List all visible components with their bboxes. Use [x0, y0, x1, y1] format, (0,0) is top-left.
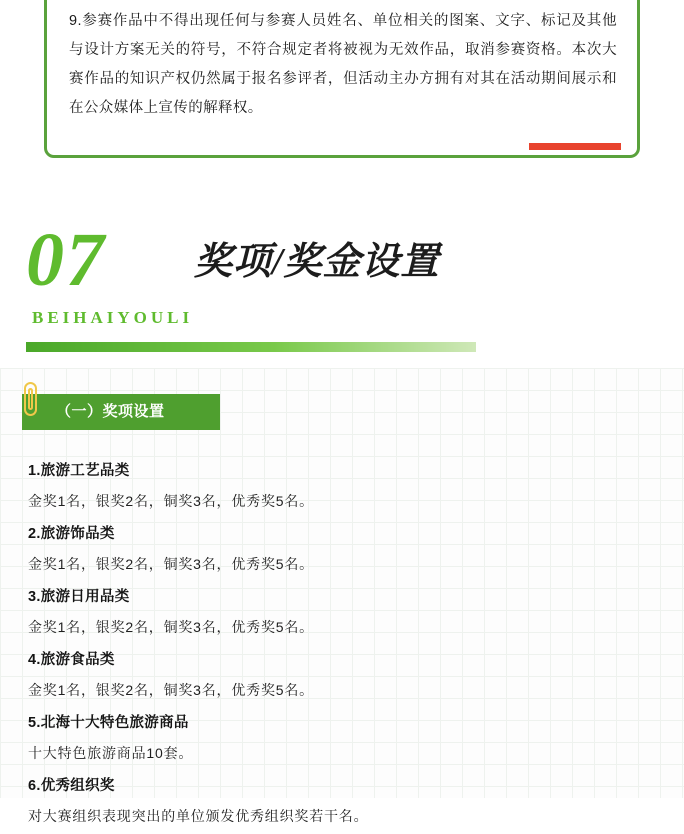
award-category-detail: 金奖1名，银奖2名，铜奖3名，优秀奖5名。 — [28, 556, 314, 572]
list-item — [28, 519, 648, 579]
list-item — [28, 456, 648, 516]
award-category-detail: 金奖1名，银奖2名，铜奖3名，优秀奖5名。 — [28, 619, 314, 635]
list-item — [28, 645, 648, 705]
awards-list — [28, 456, 648, 834]
list-item — [28, 582, 648, 642]
red-underline-accent — [529, 143, 621, 150]
list-item — [28, 708, 648, 768]
award-category-title: 4.旅游食品类 — [28, 652, 115, 668]
award-category-detail: 十大特色旅游商品10套。 — [28, 745, 194, 761]
award-category-title: 2.旅游饰品类 — [28, 526, 115, 542]
award-category-title: 3.旅游日用品类 — [28, 589, 130, 605]
award-category-detail: 对大赛组织表现突出的单位颁发优秀组织奖若干名。 — [28, 808, 369, 824]
list-item — [28, 771, 648, 831]
section-divider — [26, 342, 476, 352]
grid-paper-panel — [0, 368, 684, 824]
subsection-label: （一）奖项设置 — [56, 403, 165, 420]
rules-text-container — [47, 0, 637, 123]
subsection-header-bar — [22, 394, 220, 430]
section-pinyin: BEIHAIYOULI — [32, 308, 194, 327]
section-number: 07 — [26, 218, 106, 302]
section-header — [26, 218, 666, 362]
paperclip-icon — [24, 382, 37, 416]
award-category-detail: 金奖1名，银奖2名，铜奖3名，优秀奖5名。 — [28, 682, 314, 698]
award-category-title: 1.旅游工艺品类 — [28, 463, 130, 479]
page-title: 奖项/奖金设置 — [194, 241, 440, 283]
award-category-title: 6.优秀组织奖 — [28, 778, 115, 794]
rules-callout-box — [44, 0, 640, 158]
award-category-title: 5.北海十大特色旅游商品 — [28, 715, 189, 731]
award-category-detail: 金奖1名，银奖2名，铜奖3名，优秀奖5名。 — [28, 493, 314, 509]
rules-paragraph: 9.参赛作品中不得出现任何与参赛人员姓名、单位相关的图案、文字、标记及其他与设计方案无关的符号，不符合规定者将被视为无效作品，取消参赛资格。本次大赛作品的知识产权仍然属于报名参评者，但活动主办方拥有对其在活动期间展示和在公众媒体上宣传的解释权。 — [69, 13, 617, 116]
